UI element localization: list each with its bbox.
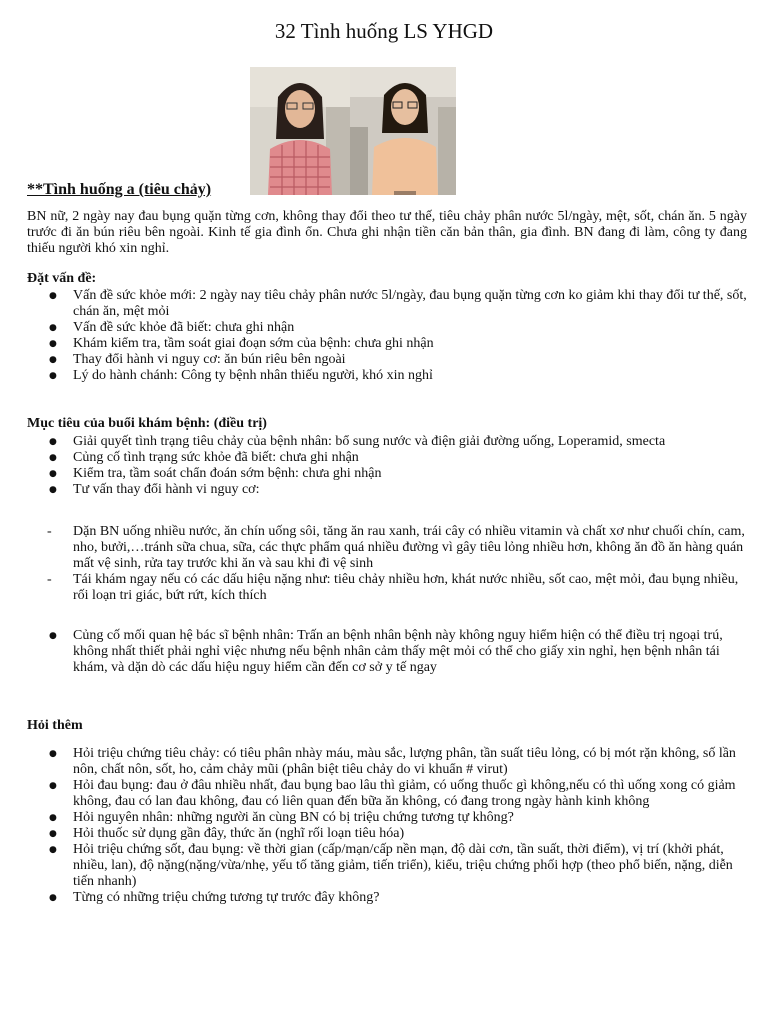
photo-woman-plaid-shirt — [250, 67, 350, 195]
list-item: ● Hỏi đau bụng: đau ở đâu nhiều nhất, đau bụng bao lâu thì giảm, có uống thuốc gì không,nếu có thì uống xong có giảm không, đau có lan đau không, đau có liên quan đến bữa ăn không, có đang trong ngày hành kinh không — [27, 778, 747, 810]
list-item: - Tái khám ngay nếu có các dấu hiệu nặng như: tiêu chảy nhiều hơn, khát nước nhiều, sốt cao, mệt mỏi, đau bụng nhiều, rối loạn tri giác, bứt rứt, kích thích — [27, 572, 747, 604]
list-item: ● Hỏi triệu chứng sốt, đau bụng: về thời gian (cấp/mạn/cấp nền mạn, độ dài cơn, tần suất, thời điểm), vị trí (khởi phát, nhiều, lan), độ nặng(nặng/vừa/nhẹ, yếu tố tăng giảm, tiến triển), kiểu, triệu chứng phối hợp (theo phổ biến, nặng, diễn tiến nhanh) — [27, 842, 747, 890]
list-item: ● Hỏi thuốc sử dụng gần đây, thức ăn (nghĩ rối loạn tiêu hóa) — [27, 826, 747, 842]
list-item: ● Tư vấn thay đổi hành vi nguy cơ: — [27, 482, 747, 498]
list-item: - Dặn BN uống nhiều nước, ăn chín uống sôi, tăng ăn rau xanh, trái cây có nhiều vitamin và chất xơ như chuối chín, cam, nho, bưởi,…tránh sữa chua, sữa, các thực phẩm quá nhiều đường vì gây tiêu lỏng nhiều hơn, không ăn đồ ăn hàng quán mất vệ sinh, rửa tay trước khi ăn và sau khi đi vệ sinh — [27, 524, 747, 572]
list-item: ● Củng cố mối quan hệ bác sĩ bệnh nhân: Trấn an bệnh nhân bệnh này không nguy hiểm hiện có thể điều trị ngoại trú, không nhất thiết phải nghỉ việc nhưng nếu bệnh nhân cảm thấy mệt mỏi có thể cho giấy xin nghỉ, hẹn bệnh nhân tái khám, và dặn dò các dấu hiệu nguy hiểm cần đến cơ sở y tế ngay — [27, 628, 747, 676]
list-item: ● Vấn đề sức khỏe mới: 2 ngày nay tiêu chảy phân nước 5l/ngày, đau bụng quặn từng cơn ko giảm khi thay đổi tư thế, sốt, chán ăn, mệt mỏi — [27, 288, 747, 320]
list-item: ● Giải quyết tình trạng tiêu chảy của bệnh nhân: bổ sung nước và điện giải đường uống, Loperamid, smecta — [27, 434, 747, 450]
heading-dat-van-de: Đặt vấn đề: — [27, 271, 97, 286]
list-item: ● Kiểm tra, tầm soát chẩn đoán sớm bệnh: chưa ghi nhận — [27, 466, 747, 482]
list-item: ● Thay đổi hành vi nguy cơ: ăn bún riêu bên ngoài — [27, 352, 747, 368]
list-item: ● Khám kiểm tra, tầm soát giai đoạn sớm của bệnh: chưa ghi nhận — [27, 336, 747, 352]
list-muc-tieu-dash — [27, 524, 747, 604]
list-item: ● Hỏi triệu chứng tiêu chảy: có tiêu phân nhày máu, màu sắc, lượng phân, tần suất tiêu lỏng, có bị mót rặn không, số lần nôn, chất nôn, sốt, ho, cảm chảy mũi (phân biệt tiêu chảy do vi khuẩn # virut) — [27, 746, 747, 778]
photo-woman-peach-shirt — [350, 67, 456, 195]
list-muc-tieu — [27, 434, 747, 498]
section-heading-case-a: **Tình huống a (tiêu chảy) — [27, 181, 212, 198]
document-title: 32 Tình huống LS YHGD — [274, 19, 494, 43]
list-dat-van-de — [27, 288, 747, 384]
photo-strip — [250, 67, 456, 195]
heading-hoi-them: Hỏi thêm — [27, 718, 83, 733]
case-description: BN nữ, 2 ngày nay đau bụng quặn từng cơn, không thay đổi theo tư thế, tiêu chảy phân nước 5l/ngày, mệt, sốt, chán ăn. 5 ngày trước đi ăn bún riêu bên ngoài. Kinh tế gia đình ổn. Chưa ghi nhận tiền căn bản thân, gia đình. BN đang đi làm, công ty đang thiếu người khó xin nghỉ. — [27, 209, 747, 256]
list-item: ● Hỏi nguyên nhân: những người ăn cùng BN có bị triệu chứng tương tự không? — [27, 810, 747, 826]
list-item: ● Vấn đề sức khỏe đã biết: chưa ghi nhận — [27, 320, 747, 336]
heading-muc-tieu: Mục tiêu của buổi khám bệnh: (điều trị) — [27, 416, 267, 431]
list-item: ● Từng có những triệu chứng tương tự trước đây không? — [27, 890, 747, 906]
list-item: ● Lý do hành chánh: Công ty bệnh nhân thiếu người, khó xin nghỉ — [27, 368, 747, 384]
list-muc-tieu-last — [27, 628, 747, 676]
list-hoi-them — [27, 746, 747, 906]
list-item: ● Củng cố tình trạng sức khỏe đã biết: chưa ghi nhận — [27, 450, 747, 466]
